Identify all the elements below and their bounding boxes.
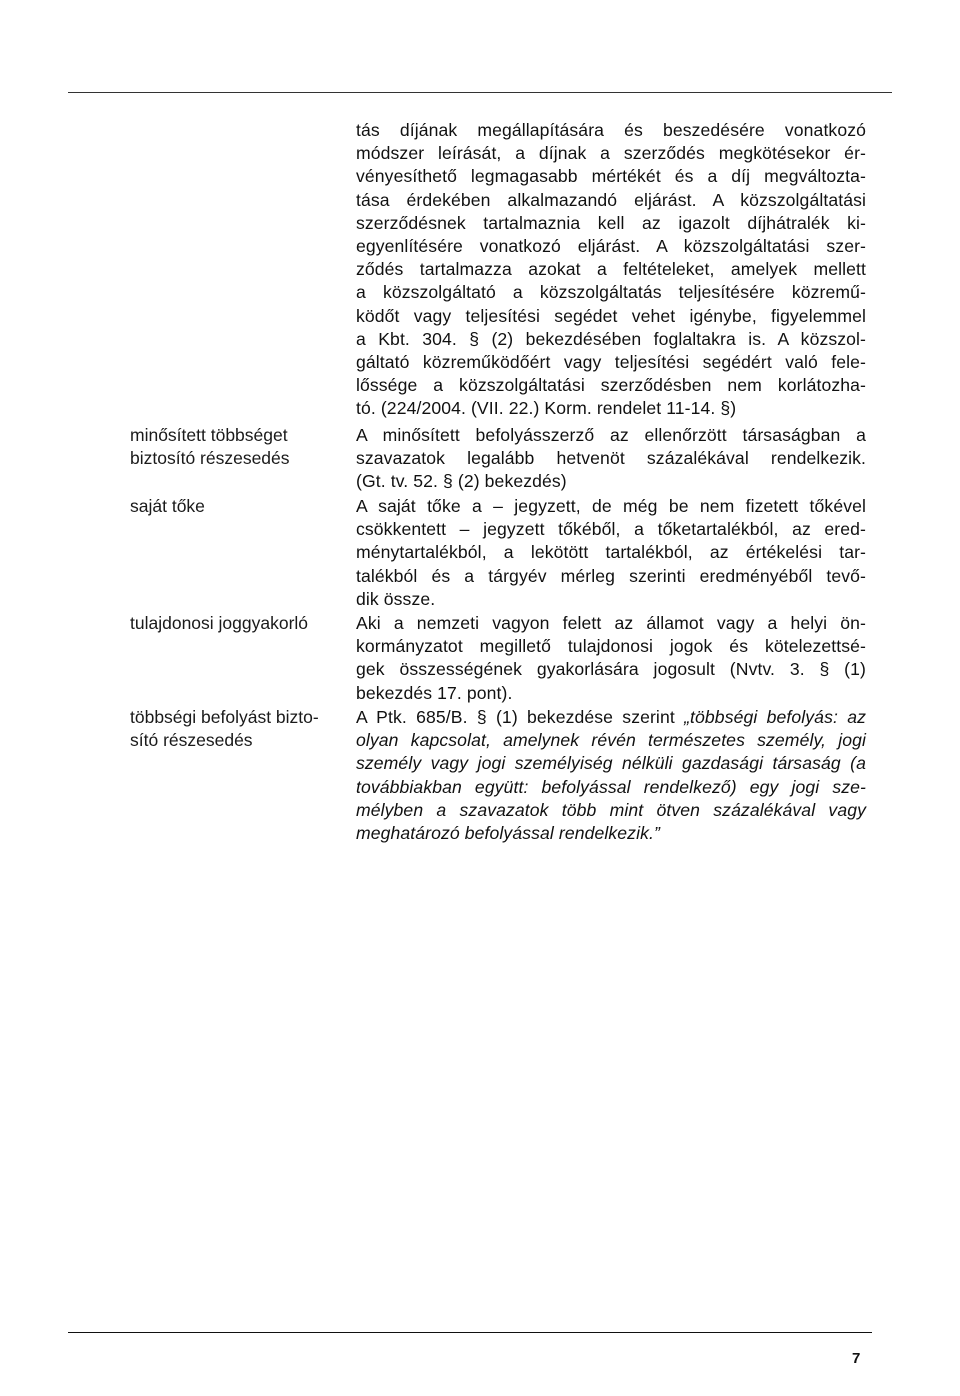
intro-line: tása érdekében alkalmazandó eljárást. A közszolgáltatási — [356, 189, 866, 210]
definition-line: Aki a nemzeti vagyon felett az államot vagy a helyi ön- — [356, 613, 866, 633]
definition-line: továbbiakban együtt: befolyással rendelkező) egy jogi sze- — [356, 776, 866, 797]
intro-line: szerződésnek tartalmaznia kell az igazolt díjhátralék ki- — [356, 212, 866, 233]
intro-line: a közszolgáltató a közszolgáltatás teljesítésére közremű- — [356, 282, 866, 303]
term-line: biztosító részesedés — [130, 448, 290, 469]
term-tobbsegi-befolyast — [130, 706, 342, 752]
term-line: többségi befolyást bizto- — [130, 707, 319, 727]
intro-paragraph — [356, 119, 866, 421]
term-minositett-tobbseget — [130, 424, 342, 470]
term-line: minősített többséget — [130, 425, 288, 445]
definition-line: dik össze. — [356, 588, 436, 609]
definition-line: ménytartalékból, a lekötött tartalékból, az értékelési tar- — [356, 542, 866, 563]
definition-line: szavazatok legalább hetvenöt százalékával rendelkezik. — [356, 448, 866, 469]
intro-line: a Kbt. 304. § (2) bekezdésében foglaltakra is. A közszol- — [356, 328, 866, 349]
term-line: sító részesedés — [130, 730, 253, 751]
definition-tobbsegi-befolyast — [356, 706, 866, 845]
definition-lead: A Ptk. 685/B. § (1) bekezdése szerint — [356, 707, 685, 727]
definition-line: (Gt. tv. 52. § (2) bekezdés) — [356, 471, 567, 492]
definition-tulajdonosi-joggyakorlo — [356, 612, 866, 705]
definition-line: bekezdés 17. pont). — [356, 682, 513, 703]
intro-line: tás díjának megállapítására és beszedésére vonatkozó — [356, 120, 866, 140]
term-tulajdonosi-joggyakorlo — [130, 612, 342, 635]
intro-line: módszer leírását, a díjnak a szerződés megkötésekor ér- — [356, 143, 866, 164]
definition-minositett-tobbseget — [356, 424, 866, 494]
intro-line: lőssége a közszolgáltatási szerződésben nem korlátozha- — [356, 375, 866, 396]
footer-rule — [68, 1332, 872, 1333]
intro-line: ködőt vagy teljesítési segédet vehet igénybe, figyelemmel — [356, 305, 866, 326]
definition-line: talékból és a tárgyév mérleg szerinti eredményéből tevő- — [356, 565, 866, 586]
definition-line: meghatározó befolyással rendelkezik.” — [356, 823, 660, 844]
definition-line: kormányzatot megillető tulajdonosi jogok és kötelezettsé- — [356, 636, 866, 657]
definition-line: mélyben a szavazatok több mint ötven százalékával vagy — [356, 799, 866, 820]
intro-line: vényesíthető legmagasabb mértékét és a díj megváltozta- — [356, 166, 866, 187]
definition-line: A saját tőke a – jegyzett, de még be nem fizetett tőkével — [356, 496, 866, 516]
definition-sajat-toke — [356, 495, 866, 611]
definition-line — [356, 706, 866, 729]
intro-line: ződés tartalmazza azokat a feltételeket, amelyek mellett — [356, 259, 866, 280]
page-number: 7 — [852, 1350, 861, 1367]
term-line: saját tőke — [130, 496, 205, 516]
definition-quote-start: „többségi befolyás: az — [684, 707, 866, 727]
term-sajat-toke — [130, 495, 342, 518]
term-line: tulajdonosi joggyakorló — [130, 613, 309, 633]
definition-line: A minősített befolyásszerző az ellenőrzött társaságban a — [356, 425, 866, 445]
intro-line: gáltató közreműködőért vagy teljesítési segédért való fele- — [356, 352, 866, 373]
definition-line: személy vagy jogi személyiség nélküli gazdasági társaság (a — [356, 753, 866, 774]
header-rule — [68, 92, 892, 93]
definition-line: gek összességének gyakorlására jogosult (Nvtv. 3. § (1) — [356, 659, 866, 680]
definition-line: olyan kapcsolat, amelynek révén természetes személy, jogi — [356, 730, 866, 751]
definition-line: csökkentett – jegyzett tőkéből, a tőketartalékból, az ered- — [356, 519, 866, 540]
intro-line: tó. (224/2004. (VII. 22.) Korm. rendelet 11-14. §) — [356, 398, 737, 419]
intro-line: egyenlítésére vonatkozó eljárást. A közszolgáltatási szer- — [356, 236, 866, 257]
